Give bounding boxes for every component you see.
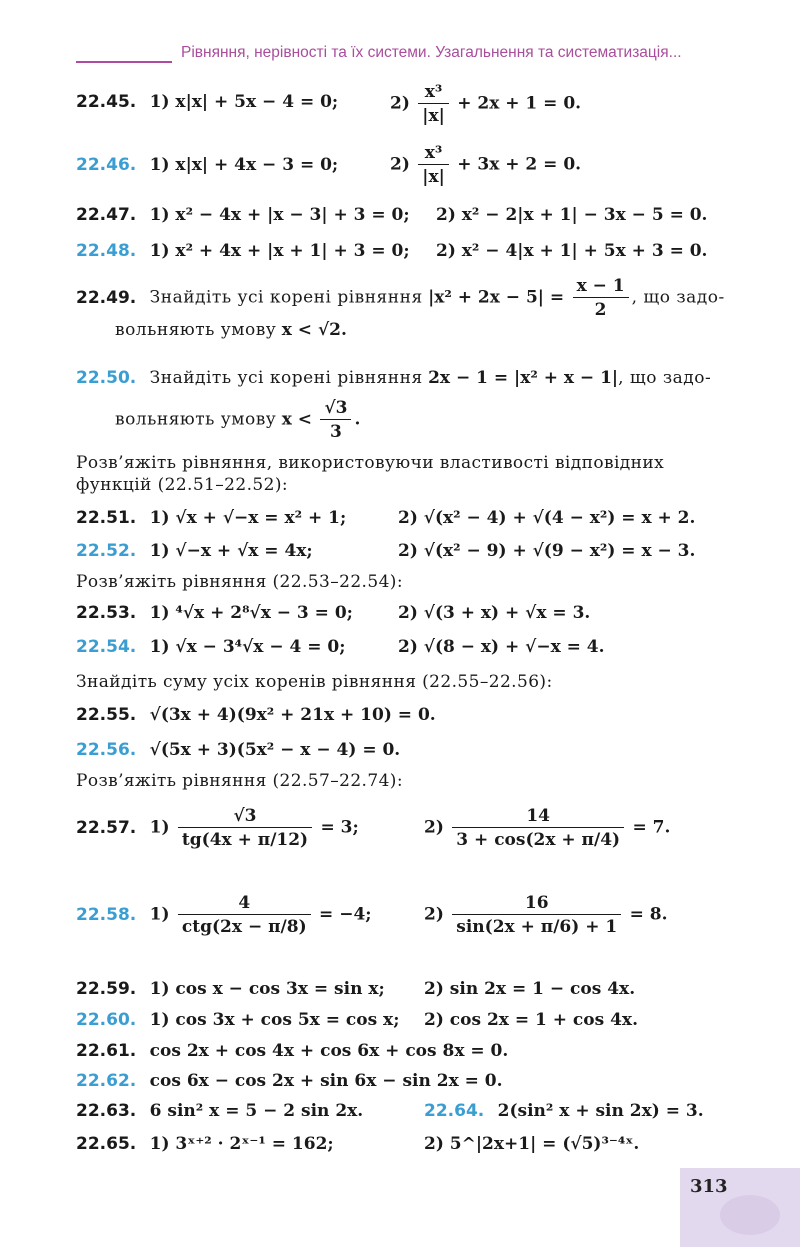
problem-22-60-part-2: 2) cos 2x = 1 + cos 4x. [424,1010,638,1030]
problem-22-45-part-2: 2) $\frac{\text{x³}}{|x|}$ + 2x + 1 = 0. [390,82,582,126]
instruction-text: Розв’яжіть рівняння (22.53–22.54): [76,572,403,592]
problem-number: 22.51. [76,508,137,528]
problem-number: 22.64. [424,1101,485,1121]
problem-number: 22.60. [76,1010,137,1030]
problem-number: 22.56. [76,740,137,760]
problem-number: 22.50. [76,368,137,388]
problem-number: 22.58. [76,904,137,925]
problem-22-49: 22.49. Знайдіть усі корені рівняння |x² + 2x − 5| = $\frac{x - 1}{2}$ , що задо- [76,276,725,320]
problem-22-60: 22.60. 1) cos 3x + cos 5x = cos x; [76,1010,400,1030]
problem-number: 22.63. [76,1101,137,1121]
problem-22-61: 22.61. cos 2x + cos 4x + cos 6x + cos 8x = 0. [76,1041,509,1061]
instruction-text: Знайдіть суму усіх коренів рівняння (22.55–22.56): [76,672,553,692]
problem-22-52: 22.52. 1) √−x + √x = 4x; [76,541,313,561]
problem-number: 22.59. [76,979,137,999]
problem-22-51-part-2: 2) √(x² − 4) + √(4 − x²) = x + 2. [398,508,696,528]
problem-22-45 [76,92,338,112]
problem-number: 22.65. [76,1134,137,1154]
problem-22-59: 22.59. 1) cos x − cos 3x = sin x; [76,979,385,999]
problem-22-63: 22.63. 6 sin² x = 5 − 2 sin 2x. [76,1101,364,1121]
problem-22-56: 22.56. √(5x + 3)(5x² − x − 4) = 0. [76,740,401,760]
fraction: $\frac{\text{x³}}{|x|}$ [418,143,449,187]
equation-part-1: 1) x² + 4x + |x + 1| + 3 = 0; [149,241,410,261]
problem-22-47-part-2: 2) x² − 2|x + 1| − 3x − 5 = 0. [436,205,708,225]
equation-part-1: 1) x|x| + 4x − 3 = 0; [149,155,339,175]
problem-number: 22.61. [76,1041,137,1061]
equation-part-1: 1) x² − 4x + |x − 3| + 3 = 0; [149,205,410,225]
problem-22-53-part-2: 2) √(3 + x) + √x = 3. [398,603,591,623]
header-rule [76,61,172,63]
fraction: $\frac{x - 1}{2}$ [573,276,629,320]
problem-22-52-part-2: 2) √(x² − 9) + √(9 − x²) = x − 3. [398,541,696,561]
problem-22-46 [76,155,338,175]
fraction: $\frac{14}{3 + \cos(2x + \pi/4)}$ [452,806,624,850]
problem-22-55: 22.55. √(3x + 4)(9x² + 21x + 10) = 0. [76,705,436,725]
problem-number: 22.47. [76,205,137,225]
problem-22-54: 22.54. 1) √x − 3⁴√x − 4 = 0; [76,637,346,657]
problem-22-58: 22.58. 1) $\frac{4}{\text{ctg(2x − π/8)}}$ = −4; [76,893,372,937]
instruction-text: функцій (22.51–22.52): [76,475,288,495]
problem-number: 22.48. [76,241,137,261]
fraction: $\frac{\text{x³}}{|x|}$ [418,82,449,126]
problem-number: 22.62. [76,1071,137,1091]
problem-number: 22.46. [76,155,137,175]
problem-22-46-part-2: 2) $\frac{\text{x³}}{|x|}$ + 3x + 2 = 0. [390,143,582,187]
equation-part-1: 1) x|x| + 5x − 4 = 0; [149,92,339,112]
problem-22-57: 22.57. 1) $\frac{√3}{tg(4x + \pi/12)}$ = 3; [76,806,359,850]
fraction: $\frac{16}{\sin(2x + \pi/6) + 1}$ [452,893,621,937]
instruction-text: Розв’яжіть рівняння (22.57–22.74): [76,771,403,791]
problem-22-47 [76,205,410,225]
decorative-watermark-icon [720,1195,780,1235]
problem-22-48 [76,241,410,261]
problem-number: 22.49. [76,287,137,308]
problem-22-50: 22.50. Знайдіть усі корені рівняння 2x − 1 = |x² + x − 1|, що задо- [76,368,712,388]
problem-22-48-part-2: 2) x² − 4|x + 1| + 5x + 3 = 0. [436,241,708,261]
problem-number: 22.54. [76,637,137,657]
problem-22-54-part-2: 2) √(8 − x) + √−x = 4. [398,637,605,657]
instruction-text: Розв’яжіть рівняння, використовуючи властивості відповідних [76,453,665,473]
problem-number: 22.45. [76,92,137,112]
fraction: $\frac{√3}{3}$ [320,398,351,442]
problem-22-62: 22.62. cos 6x − cos 2x + sin 6x − sin 2x = 0. [76,1071,503,1091]
problem-22-58-part-2: 2) $\frac{16}{\sin(2x + \pi/6) + 1}$ = 8. [424,893,668,937]
fraction: $\frac{√3}{tg(4x + \pi/12)}$ [178,806,312,850]
problem-22-53: 22.53. 1) ⁴√x + 2⁸√x − 3 = 0; [76,603,353,623]
fraction: $\frac{4}{\text{ctg(2x − π/8)}}$ [178,893,311,937]
problem-22-50-cont: вольняють умову x < $\frac{√3}{3}$ . [115,398,361,442]
page-number: 313 [690,1176,728,1197]
problem-number: 22.52. [76,541,137,561]
problem-22-64: 22.64. 2(sin² x + sin 2x) = 3. [424,1101,704,1121]
problem-22-65-part-2: 2) 5^|2x+1| = (√5)³⁻⁴ˣ. [424,1134,640,1154]
problem-22-57-part-2: 2) $\frac{14}{3 + \cos(2x + \pi/4)}$ = 7. [424,806,671,850]
problem-22-65: 22.65. 1) 3ˣ⁺² · 2ˣ⁻¹ = 162; [76,1134,334,1154]
problem-22-49-cont: вольняють умову x < √2. [115,320,347,340]
problem-number: 22.53. [76,603,137,623]
problem-number: 22.55. [76,705,137,725]
problem-number: 22.57. [76,817,137,838]
problem-22-51: 22.51. 1) √x + √−x = x² + 1; [76,508,347,528]
problem-22-59-part-2: 2) sin 2x = 1 − cos 4x. [424,979,636,999]
running-header: Рівняння, нерівності та їх системи. Узагальнення та систематизація... [181,44,682,61]
